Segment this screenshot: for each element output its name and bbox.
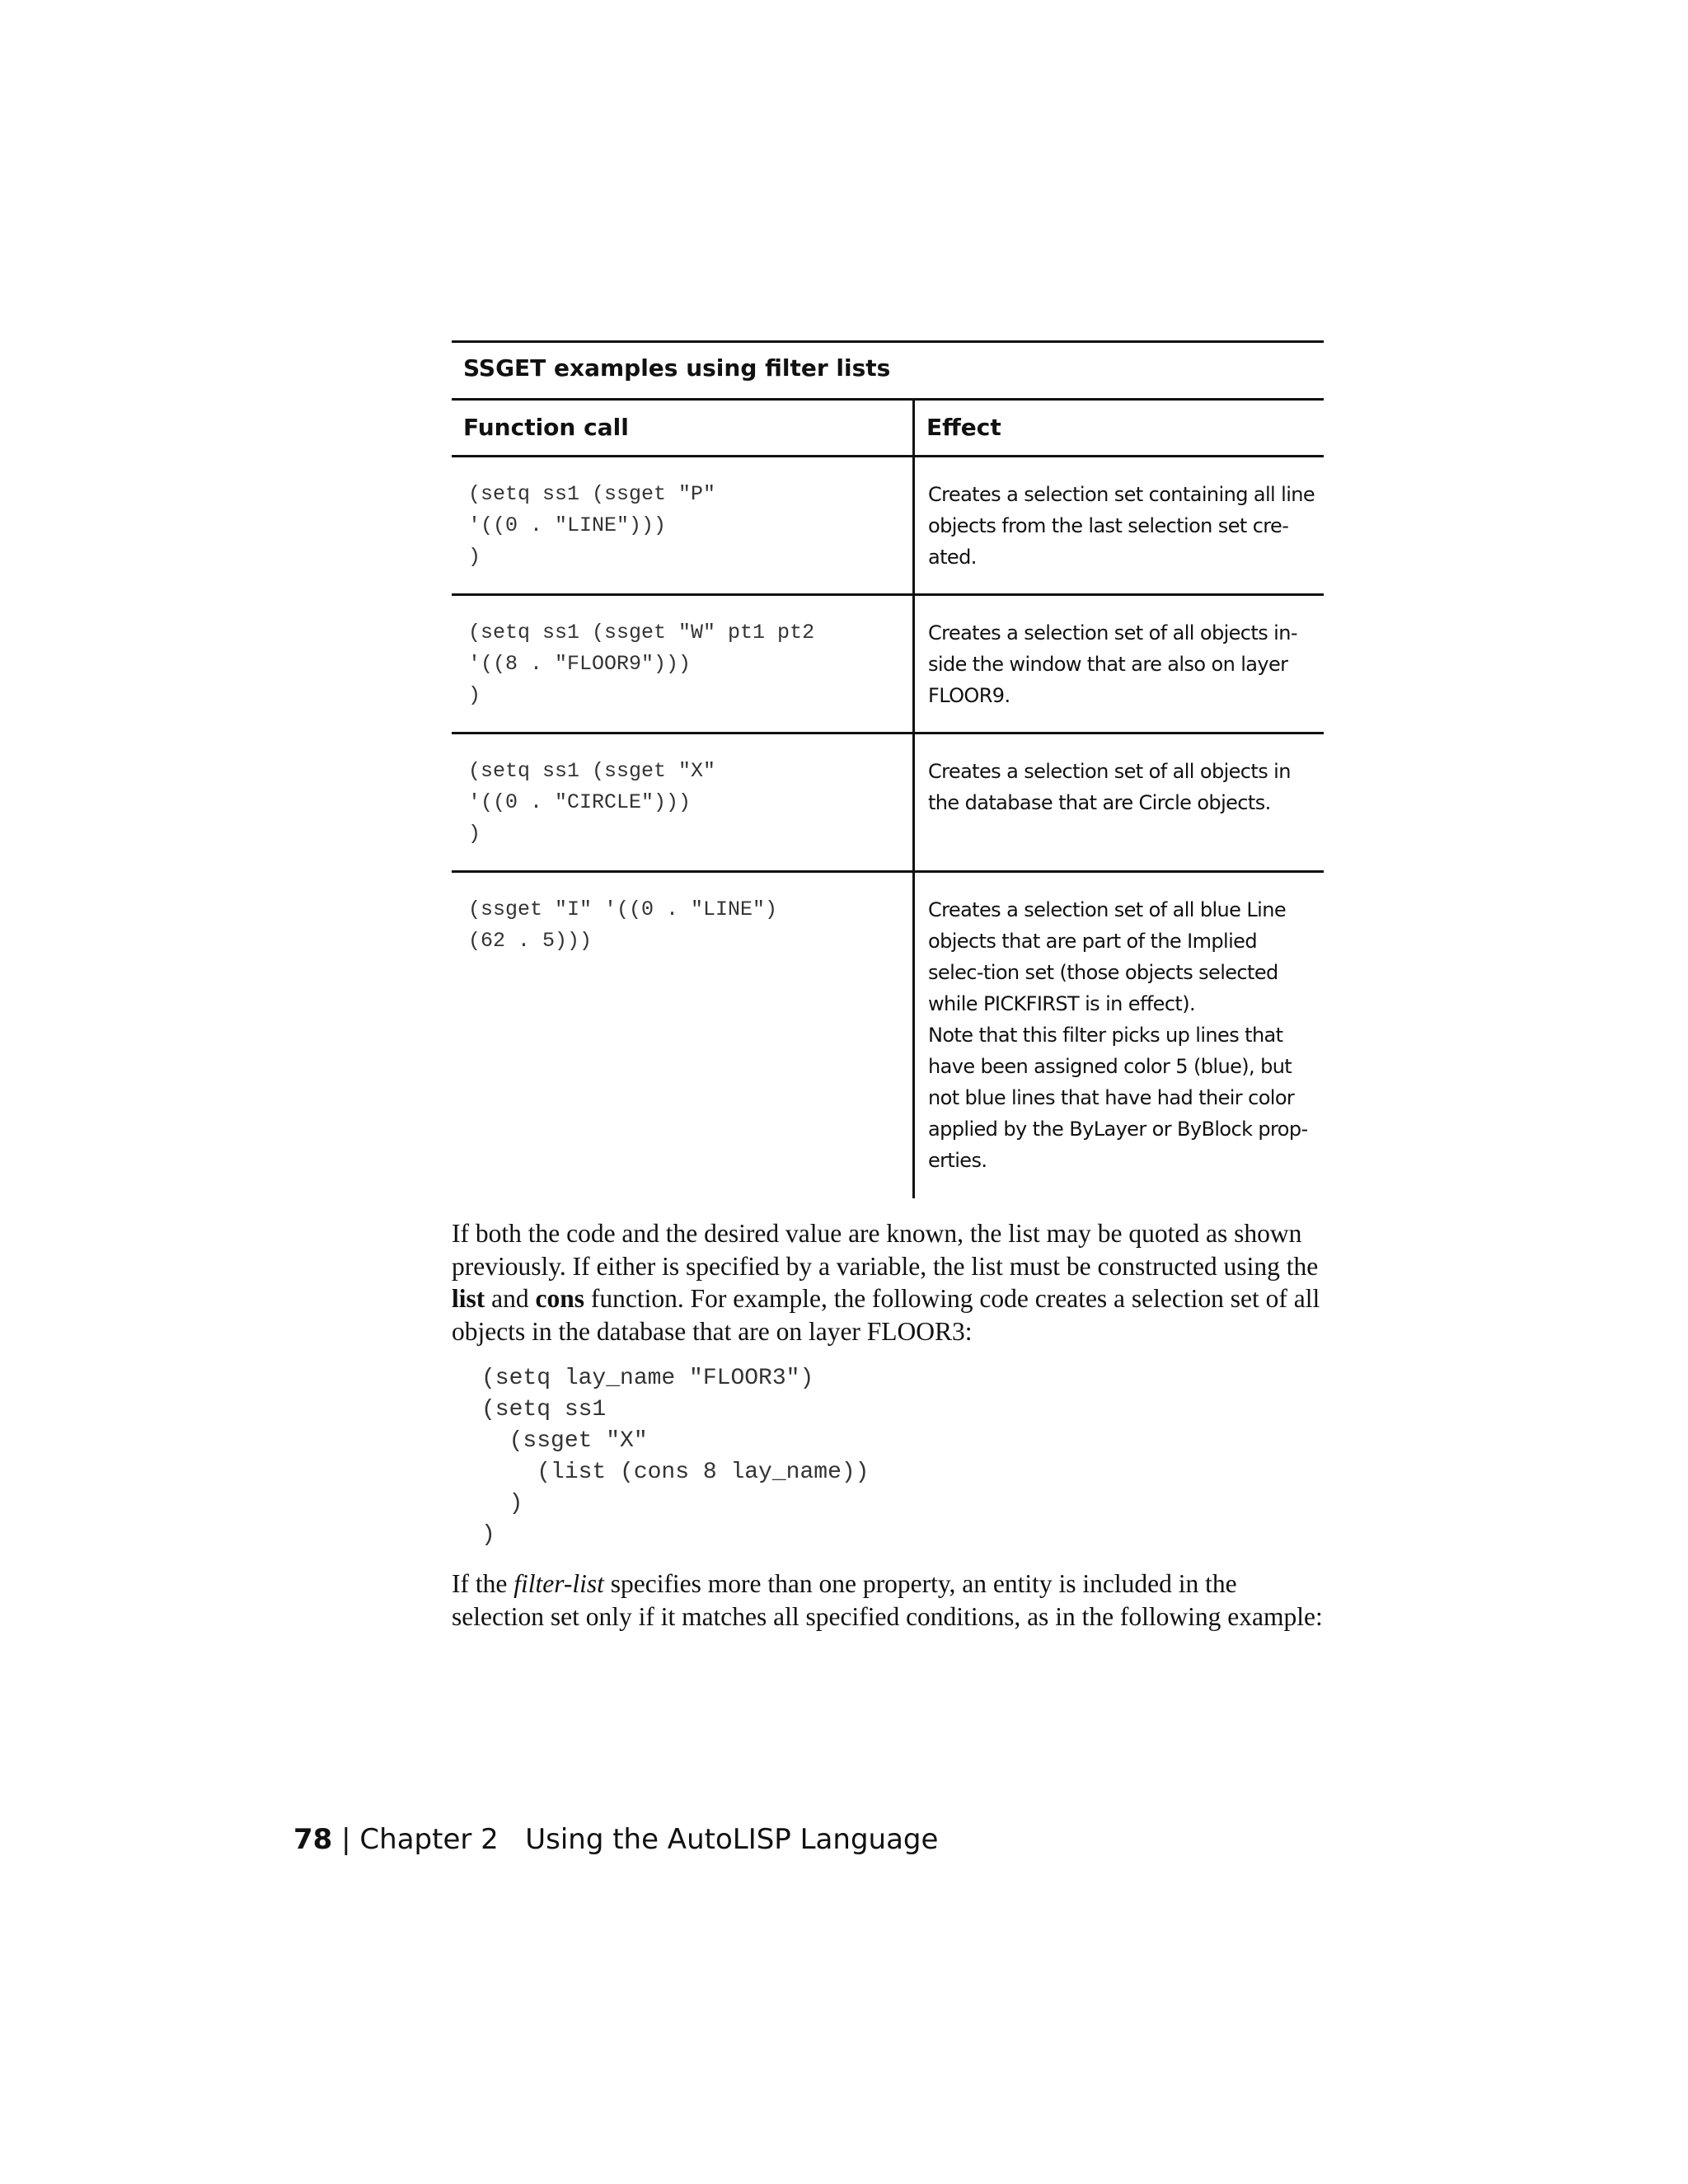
table-header-row (452, 398, 1324, 457)
chapter-title: Using the AutoLISP Language (525, 1823, 939, 1856)
body-paragraph-list-cons (452, 1217, 1329, 1347)
table-title: SSGET examples using filter lists (452, 340, 1324, 398)
ssget-filter-table (452, 340, 1324, 1198)
filter-list-term: filter-list (513, 1569, 604, 1598)
table-row (452, 734, 1324, 873)
paragraph-text: If both the code and the desired value are known, the list may be quoted as shown previously. If either is specified by a variable, the list must be constructed using the (452, 1219, 1319, 1281)
body-paragraph-filter-list (452, 1568, 1329, 1633)
function-call-code: (setq ss1 (ssget "P" '((0 . "LINE"))) ) (452, 457, 915, 593)
page-number: 78 (293, 1823, 333, 1856)
table-row (452, 873, 1324, 1198)
table-row (452, 596, 1324, 734)
footer-gap (499, 1823, 525, 1856)
effect-text: Creates a selection set of all blue Line objects that are part of the Implied selec-tion set (those objects selected while PICKFIRST is in effect). (928, 898, 1286, 1015)
cons-function-name: cons (535, 1284, 585, 1313)
effect-note: Note that this filter picks up lines that have been assigned color 5 (blue), but not blue lines that have had their color applied by the ByLayer or ByBlock prop-erties. (928, 1024, 1308, 1172)
effect-text: Creates a selection set of all objects in the database that are Circle objects. (928, 760, 1291, 814)
page-footer (293, 1821, 938, 1858)
list-function-name: list (452, 1284, 485, 1313)
paragraph-text: If the (452, 1569, 514, 1598)
chapter-label: Chapter 2 (359, 1823, 499, 1856)
effect-cell (915, 873, 1324, 1198)
effect-text: Creates a selection set of all objects in-side the window that are also on layer FLOOR9. (928, 621, 1297, 707)
footer-separator: | (332, 1823, 360, 1856)
header-function-call: Function call (452, 401, 915, 455)
function-call-code: (setq ss1 (ssget "W" pt1 pt2 '((8 . "FLOOR9"))) ) (452, 596, 915, 732)
header-effect: Effect (926, 414, 1001, 441)
function-call-code: (ssget "I" '((0 . "LINE") (62 . 5))) (452, 873, 915, 1198)
paragraph-text: specifies more than one property, an entity is included in the selection set only if it matches all specified conditions, as in the following example: (452, 1569, 1323, 1631)
paragraph-text: and (485, 1284, 536, 1313)
function-call-code: (setq ss1 (ssget "X" '((0 . "CIRCLE"))) ) (452, 734, 915, 870)
code-example: (setq lay_name "FLOOR3") (setq ss1 (ssget "X" (list (cons 8 lay_name)) ) ) (481, 1366, 870, 1548)
table-row (452, 457, 1324, 596)
effect-text: Creates a selection set containing all line objects from the last selection set cre-ated. (928, 483, 1315, 569)
paragraph-text: function. For example, the following code creates a selection set of all objects in the database that are on layer FLOOR3: (452, 1284, 1320, 1346)
